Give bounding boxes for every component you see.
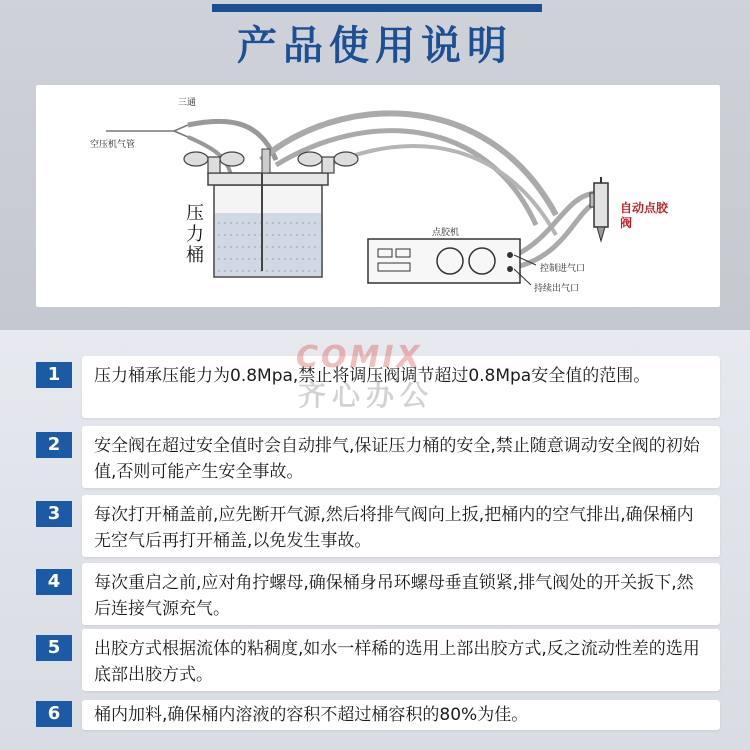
title-accent-bar <box>212 4 542 12</box>
valve-nozzle <box>597 227 605 241</box>
watermark-brand: COMIX <box>296 340 423 375</box>
instruction-card <box>82 356 720 418</box>
tee-fitting <box>174 125 188 137</box>
item-number-badge: 1 <box>36 362 72 388</box>
dispenser-port-2 <box>507 266 513 272</box>
page-title: 产品使用说明 <box>237 23 513 69</box>
diagram-illustration <box>36 85 720 307</box>
instruction-card <box>82 426 720 488</box>
instruction-text: 每次打开桶盖前,应先断开气源,然后将排气阀向上扳,把桶内的空气排出,确保桶内无空气后再打开桶盖,以免发生事故。 <box>94 505 694 551</box>
instruction-item-6 <box>36 700 720 740</box>
instruction-item-5 <box>36 629 720 691</box>
item-number-badge: 2 <box>36 432 72 458</box>
tank-lid <box>208 173 328 185</box>
tank-fitting <box>262 149 270 173</box>
tank-liquid <box>215 213 321 276</box>
instruction-text: 安全阀在超过安全值时会自动排气,保证压力桶的安全,禁止随意调动安全阀的初始值,否则可能产生安全事故。 <box>94 436 700 482</box>
label-control-port: 控制进气口 <box>540 264 586 274</box>
instruction-text: 出胶方式根据流体的粘稠度,如水一样稀的选用上部出胶方式,反之流动性差的选用底部出胶方式。 <box>94 639 700 685</box>
label-air-pipe: 空压机气管 <box>90 140 136 150</box>
valve-body <box>594 183 608 227</box>
label-tee: 三通 <box>178 98 197 108</box>
dispenser-port-1 <box>507 252 513 258</box>
wing-nut-right <box>298 152 358 173</box>
wing-nut-left <box>184 152 244 173</box>
instruction-item-3 <box>36 495 720 557</box>
item-number-badge: 3 <box>36 501 72 527</box>
item-number-badge: 6 <box>36 701 72 727</box>
dispenser-body <box>368 239 520 283</box>
valve-inlet <box>590 193 594 207</box>
hose-arc-third <box>324 146 556 235</box>
instruction-item-2 <box>36 426 720 488</box>
item-number-badge: 4 <box>36 569 72 595</box>
instruction-text: 每次重启之前,应对角拧螺母,确保桶身吊环螺母垂直锁紧,排气阀处的开关扳下,然后连接气源充气。 <box>94 573 694 619</box>
usage-diagram <box>36 85 720 307</box>
instruction-item-4 <box>36 563 720 625</box>
label-auto-valve: 自动点胶阀 <box>620 201 669 230</box>
item-number-badge: 5 <box>36 635 72 661</box>
instruction-card <box>82 563 720 625</box>
label-continuous-port: 持续出气口 <box>534 284 580 294</box>
instruction-item-1 <box>36 356 720 418</box>
instruction-card <box>82 629 720 691</box>
label-tank: 压力桶 <box>186 203 204 266</box>
instruction-card <box>82 700 720 730</box>
instruction-card <box>82 495 720 557</box>
instruction-text: 桶内加料,确保桶内溶液的容积不超过桶容积的80%为佳。 <box>94 705 529 725</box>
label-dispenser: 点胶机 <box>432 228 460 238</box>
watermark-chinese: 齐心办公 <box>298 379 435 412</box>
instruction-text: 压力桶承压能力为0.8Mpa,禁止将调压阀调节超过0.8Mpa安全值的范围。 <box>94 366 651 386</box>
